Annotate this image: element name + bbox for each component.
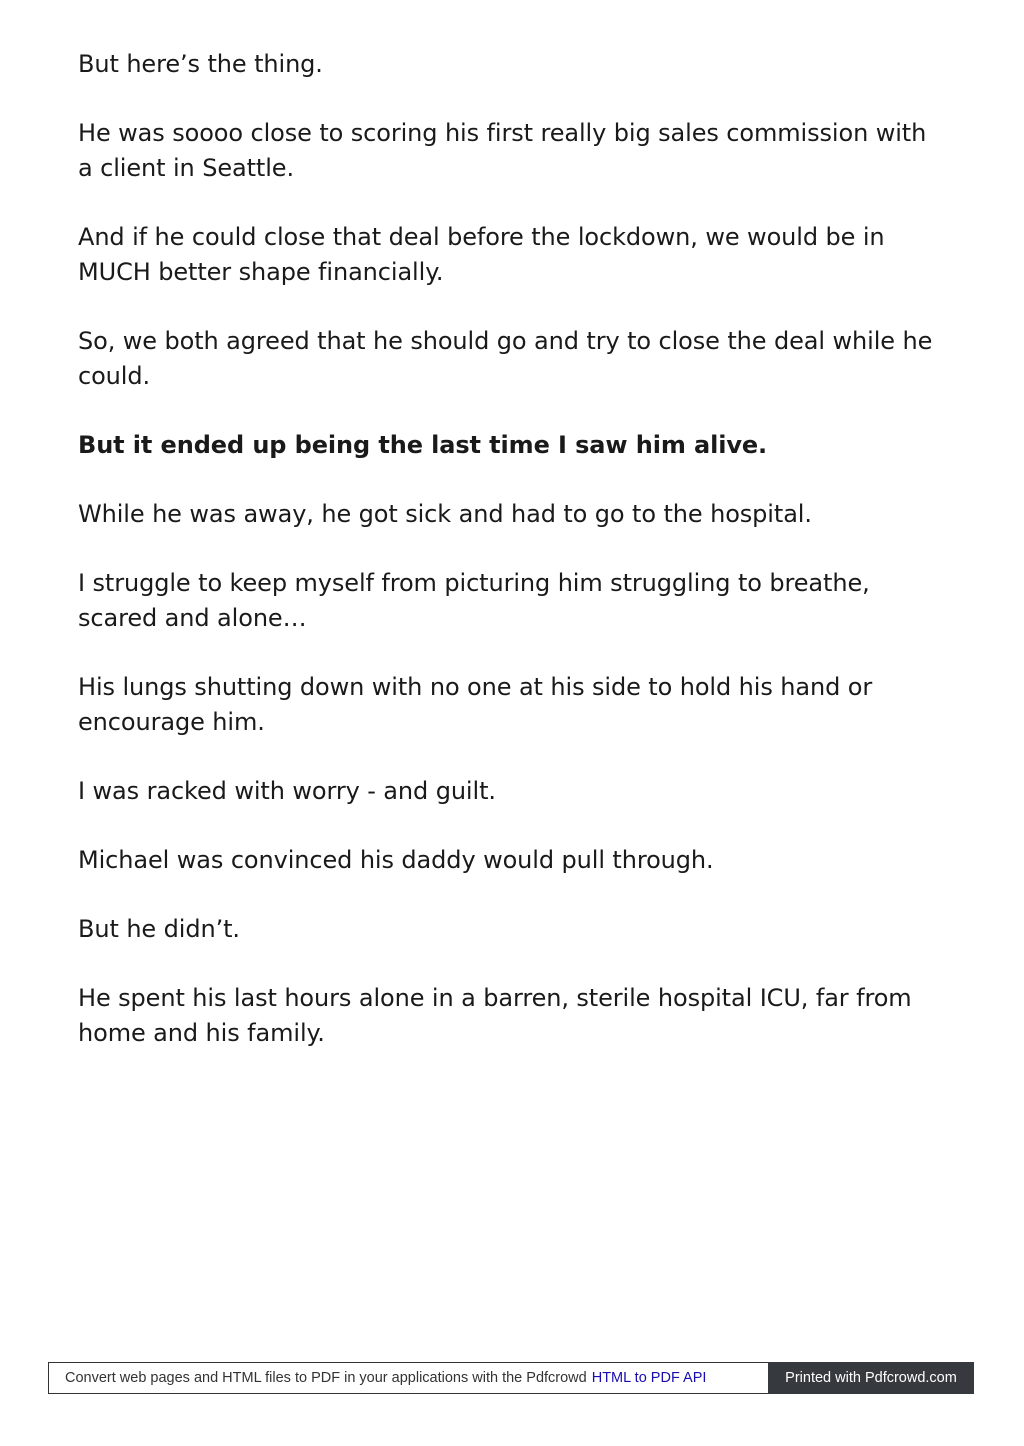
pdfcrowd-footer bbox=[48, 1362, 974, 1394]
paragraph-2: He was soooo close to scoring his first really big sales commission with a client in Seattle. bbox=[78, 119, 927, 182]
paragraph-12: He spent his last hours alone in a barren, sterile hospital ICU, far from home and his family. bbox=[78, 984, 912, 1047]
paragraph-4: So, we both agreed that he should go and try to close the deal while he could. bbox=[78, 327, 933, 390]
html-to-pdf-api-link[interactable]: HTML to PDF API bbox=[591, 1370, 707, 1386]
paragraph-11: But he didn’t. bbox=[78, 915, 240, 943]
paragraph-7: I struggle to keep myself from picturing him struggling to breathe, scared and alone… bbox=[78, 569, 870, 632]
paragraph-5-bold: But it ended up being the last time I saw him alive. bbox=[78, 431, 768, 459]
printed-with-pdfcrowd-link[interactable] bbox=[768, 1362, 974, 1394]
footer-right-text: Printed with Pdfcrowd.com bbox=[785, 1370, 957, 1386]
article-body bbox=[78, 47, 948, 1085]
paragraph-9: I was racked with worry - and guilt. bbox=[78, 777, 496, 805]
footer-left-box bbox=[48, 1362, 768, 1394]
paragraph-6: While he was away, he got sick and had to go to the hospital. bbox=[78, 500, 812, 528]
paragraph-10: Michael was convinced his daddy would pull through. bbox=[78, 846, 714, 874]
paragraph-1: But here’s the thing. bbox=[78, 50, 323, 78]
footer-left-text: Convert web pages and HTML files to PDF in your applications with the Pdfcrowd bbox=[65, 1370, 587, 1386]
paragraph-3: And if he could close that deal before the lockdown, we would be in MUCH better shape financially. bbox=[78, 223, 885, 286]
paragraph-8: His lungs shutting down with no one at his side to hold his hand or encourage him. bbox=[78, 673, 873, 736]
